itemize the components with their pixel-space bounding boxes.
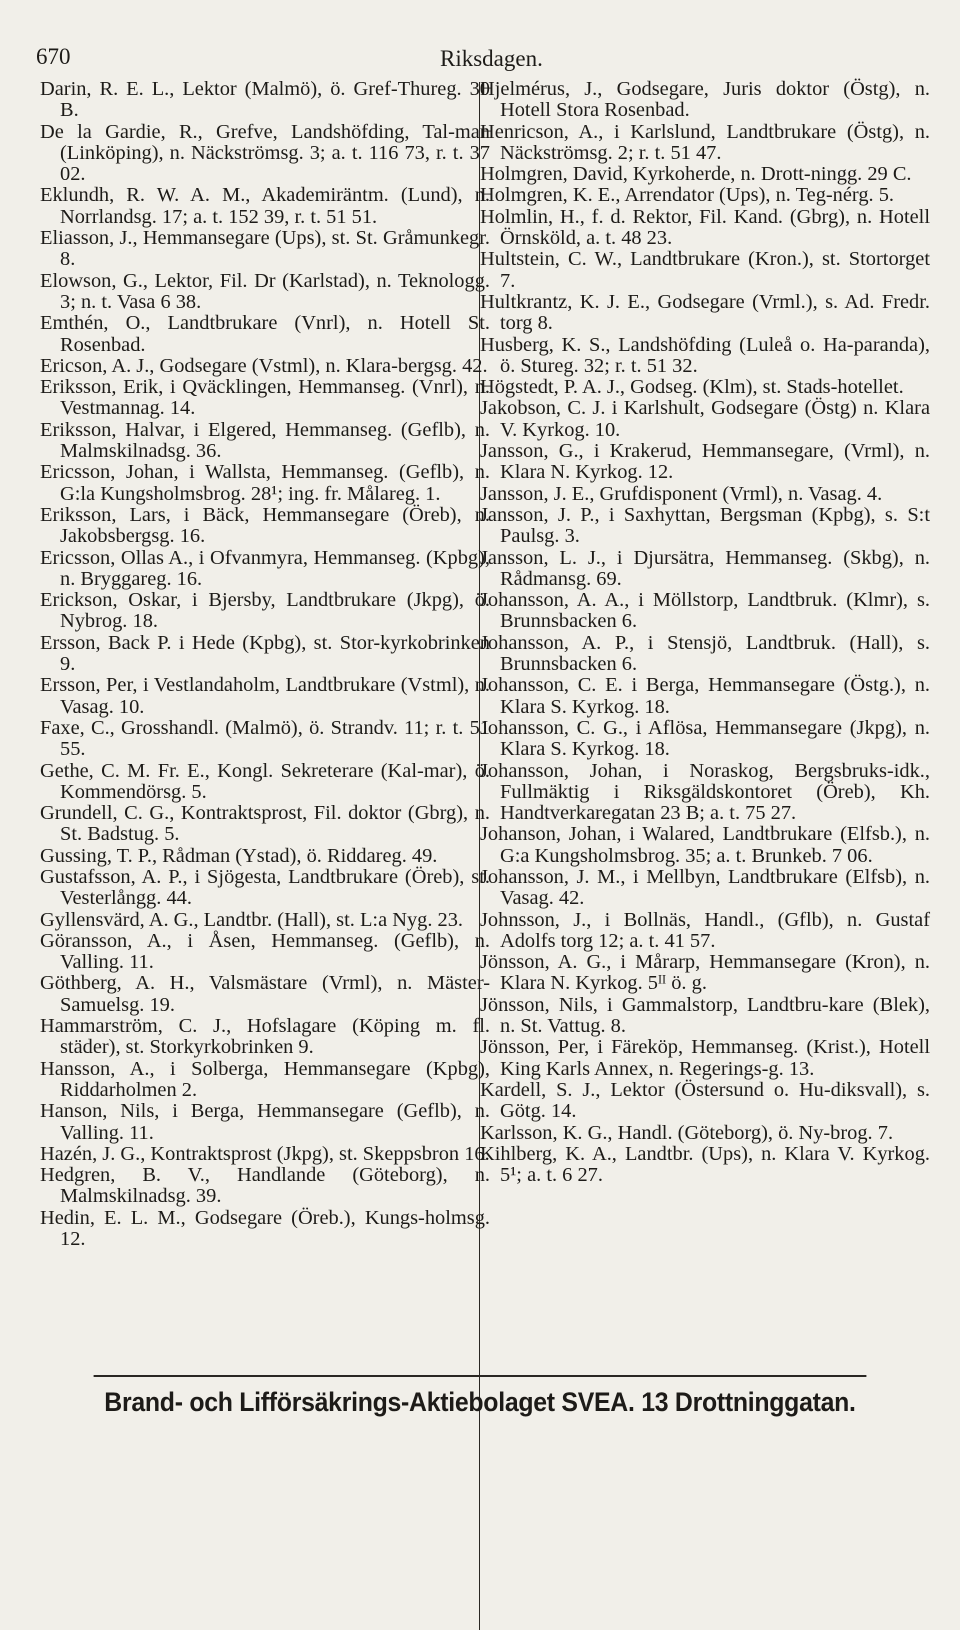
directory-entry: Gussing, T. P., Rådman (Ystad), ö. Riddareg. 49. (40, 844, 438, 867)
directory-entry: Johansson, C. E. i Berga, Hemmansegare (Östg.), n. Klara S. Kyrkog. 18. (480, 674, 930, 718)
directory-entry: Kardell, S. J., Lektor (Östersund o. Hu-diksvall), s. Götg. 14. (480, 1078, 930, 1123)
directory-entry: De la Gardie, R., Grefve, Landshöfding, Tal-man (Linköping), n. Näckströmsg. 3; a. t. 116 73, r. t. 37 02. (40, 120, 490, 186)
directory-entry: Eliasson, J., Hemmansegare (Ups), st. St. Gråmunkegr. 8. (40, 227, 490, 271)
directory-entry: Jansson, L. J., i Djursätra, Hemmanseg. (Skbg), n. Rådmansg. 69. (480, 546, 930, 590)
directory-entry: Jönsson, Per, i Färeköp, Hemmanseg. (Krist.), Hotell King Karls Annex, n. Regerings-g. 13. (480, 1036, 930, 1080)
directory-entry: Emthén, O., Landtbrukare (Vnrl), n. Hotell St. Rosenbad. (40, 312, 490, 356)
directory-entry: Johanson, Johan, i Walared, Landtbrukare (Elfsb.), n. G:a Kungsholmsbrog. 35; a. t. Brunkeb. 7 06. (480, 823, 930, 867)
directory-entry: Darin, R. E. L., Lektor (Malmö), ö. Gref-Thureg. 30 B. (40, 78, 490, 122)
directory-entry: Holmlin, H., f. d. Rektor, Fil. Kand. (Gbrg), n. Hotell Örnsköld, a. t. 48 23. (480, 205, 930, 250)
directory-entry: Hanson, Nils, i Berga, Hemmansegare (Geflb), n. Valling. 11. (40, 1100, 490, 1144)
directory-entry: Jansson, J. P., i Saxhyttan, Bergsman (Kpbg), s. S:t Paulsg. 3. (480, 503, 930, 548)
directory-entry: Kihlberg, K. A., Landtbr. (Ups), n. Klara V. Kyrkog. 5¹; a. t. 6 27. (480, 1142, 930, 1187)
directory-entry: Holmgren, K. E., Arrendator (Ups), n. Teg-nérg. 5. (480, 184, 895, 207)
directory-entry: Elowson, G., Lektor, Fil. Dr (Karlstad), n. Teknologg. 3; n. t. Vasa 6 38. (40, 269, 490, 313)
directory-entry: Karlsson, K. G., Handl. (Göteborg), ö. Ny-brog. 7. (480, 1121, 894, 1144)
directory-entry: Johansson, Johan, i Noraskog, Bergsbruks-idk., Fullmäktig i Riksgäldskontoret (Öreb), Kh. Handtverkaregatan 23 B; a. t. 75 27. (480, 759, 930, 825)
directory-entry: Hjelmérus, J., Godsegare, Juris doktor (Östg), n. Hotell Stora Rosenbad. (480, 78, 930, 122)
directory-entry: Gyllensvärd, A. G., Landtbr. (Hall), st. L:a Nyg. 23. (40, 908, 464, 931)
directory-entry: Johansson, A. P., i Stensjö, Landtbruk. (Hall), s. Brunnsbacken 6. (480, 631, 930, 676)
directory-entry: Hedgren, B. V., Handlande (Göteborg), n. Malmskilnadsg. 39. (40, 1164, 490, 1208)
directory-entry: Johnsson, J., i Bollnäs, Handl., (Gflb), n. Gustaf Adolfs torg 12; a. t. 41 57. (480, 908, 930, 952)
directory-entry: Göransson, A., i Åsen, Hemmanseg. (Geflb), n. Valling. 11. (40, 929, 490, 974)
left-column (40, 79, 490, 1250)
directory-entry: Hultkrantz, K. J. E., Godsegare (Vrml.), s. Ad. Fredr. torg 8. (480, 290, 930, 335)
directory-entry: Ersson, Back P. i Hede (Kpbg), st. Stor-kyrkobrinken 9. (40, 631, 490, 676)
directory-entry: Jansson, J. E., Grufdisponent (Vrml), n. Vasag. 4. (480, 482, 883, 505)
directory-entry: Jönsson, A. G., i Mårarp, Hemmansegare (Kron), n. Klara N. Kyrkog. 5ᴵᴵ ö. g. (480, 951, 930, 995)
directory-entry: Ericsson, Ollas A., i Ofvanmyra, Hemmanseg. (Kpbg), n. Bryggareg. 16. (40, 546, 490, 590)
directory-entry: Jönsson, Nils, i Gammalstorp, Landtbru-kare (Blek), n. St. Vattug. 8. (480, 993, 930, 1038)
directory-entry: Hultstein, C. W., Landtbrukare (Kron.), st. Stortorget 7. (480, 248, 930, 292)
directory-entry: Johansson, A. A., i Möllstorp, Landtbruk. (Klmr), s. Brunnsbacken 6. (480, 589, 930, 633)
directory-entry: Faxe, C., Grosshandl. (Malmö), ö. Strandv. 11; r. t. 51 55. (40, 716, 490, 761)
directory-entry: Eriksson, Halvar, i Elgered, Hemmanseg. (Geflb), n. Malmskilnadsg. 36. (40, 418, 490, 463)
directory-entry: Gethe, C. M. Fr. E., Kongl. Sekreterare (Kal-mar), ö. Kommendörsg. 5. (40, 759, 490, 803)
directory-entry: Johansson, C. G., i Aflösa, Hemmansegare (Jkpg), n. Klara S. Kyrkog. 18. (480, 716, 930, 761)
right-column (480, 79, 930, 1186)
directory-entry: Gustafsson, A. P., i Sjögesta, Landtbrukare (Öreb), st. Vesterlångg. 44. (40, 865, 490, 910)
directory-entry: Ericson, A. J., Godsegare (Vstml), n. Klara-bergsg. 42. (40, 354, 488, 377)
directory-entry: Hedin, E. L. M., Godsegare (Öreb.), Kungs-holmsg. 12. (40, 1206, 490, 1251)
directory-entry: Johansson, J. M., i Mellbyn, Landtbrukare (Elfsb), n. Vasag. 42. (480, 865, 930, 910)
directory-entry: Eriksson, Erik, i Qväcklingen, Hemmanseg. (Vnrl), n. Vestmannag. 14. (40, 376, 490, 420)
page-number: 670 (36, 44, 71, 69)
directory-entry: Eklundh, R. W. A. M., Akademiräntm. (Lund), n. Norrlandsg. 17; a. t. 152 39, r. t. 51 51. (40, 184, 490, 228)
directory-entry: Husberg, K. S., Landshöfding (Luleå o. Ha-paranda), ö. Stureg. 32; r. t. 51 32. (480, 333, 930, 377)
directory-entry: Jakobson, C. J. i Karlshult, Godsegare (Östg) n. Klara V. Kyrkog. 10. (480, 397, 930, 441)
page-header (36, 44, 926, 74)
directory-entry: Hazén, J. G., Kontraktsprost (Jkpg), st. Skeppsbron 16. (40, 1142, 490, 1165)
directory-entry: Ersson, Per, i Vestlandaholm, Landtbrukare (Vstml), n. Vasag. 10. (40, 674, 490, 718)
directory-entry: Grundell, C. G., Kontraktsprost, Fil. doktor (Gbrg), n. St. Badstug. 5. (40, 802, 490, 846)
directory-entry: Henricson, A., i Karlslund, Landtbrukare (Östg), n. Näckströmsg. 2; r. t. 51 47. (480, 120, 930, 164)
directory-entry: Holmgren, David, Kyrkoherde, n. Drott-ningg. 29 C. (480, 163, 912, 186)
advertisement-footer: Brand- och Lifförsäkrings-Aktiebolaget SVEA. 13 Drottninggatan. (94, 1375, 867, 1418)
running-title: Riksdagen. (440, 46, 543, 71)
directory-entry: Hansson, A., i Solberga, Hemmansegare (Kpbg), Riddarholmen 2. (40, 1057, 490, 1101)
directory-entry: Jansson, G., i Krakerud, Hemmansegare, (Vrml), n. Klara N. Kyrkog. 12. (480, 440, 930, 484)
directory-entry: Ericsson, Johan, i Wallsta, Hemmanseg. (Geflb), n. G:la Kungsholmsbrog. 28¹; ing. fr. Målareg. 1. (40, 461, 490, 505)
directory-entry: Erickson, Oskar, i Bjersby, Landtbrukare (Jkpg), ö. Nybrog. 18. (40, 589, 490, 633)
directory-entry: Hammarström, C. J., Hofslagare (Köping m. fl. städer), st. Storkyrkobrinken 9. (40, 1015, 490, 1059)
directory-entry: Eriksson, Lars, i Bäck, Hemmansegare (Öreb), n. Jakobsbergsg. 16. (40, 503, 490, 548)
directory-entry: Högstedt, P. A. J., Godseg. (Klm), st. Stads-hotellet. (480, 376, 904, 399)
directory-entry: Göthberg, A. H., Valsmästare (Vrml), n. Mäster-Samuelsg. 19. (40, 972, 490, 1016)
